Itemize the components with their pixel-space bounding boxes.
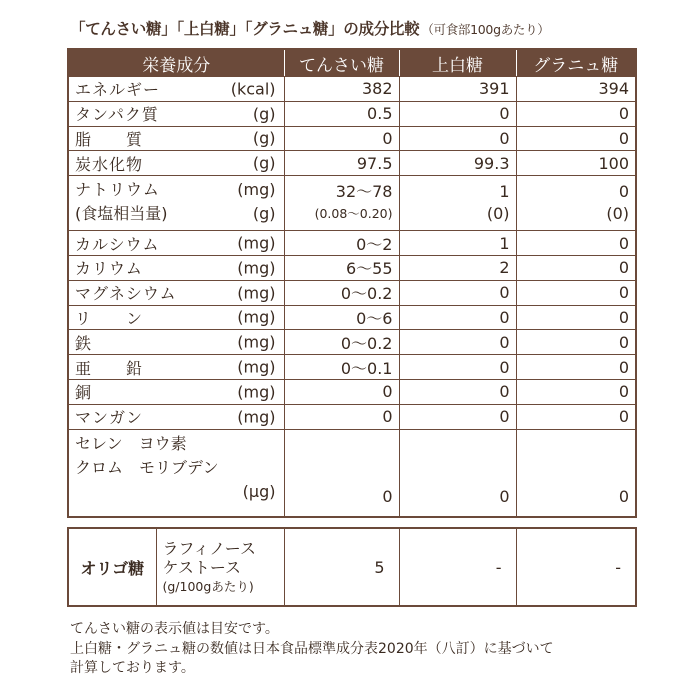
- oligo-name-1: ラフィノース: [162, 538, 256, 558]
- header-granulated: グラニュ糖: [516, 49, 636, 77]
- value-cell: 0: [516, 231, 636, 256]
- value-cell: [399, 176, 516, 231]
- nutrient-name: 炭水化物: [75, 154, 144, 174]
- value-cell: [284, 176, 399, 231]
- value-cell: 0〜2: [284, 231, 399, 256]
- nutrient-cell: [68, 231, 284, 256]
- nutrient-unit: (g): [252, 153, 276, 173]
- footnote-line: 上白糖・グラニュ糖の数値は日本食品標準成分表2020年（八訂）に基づいて: [70, 640, 554, 657]
- nutrient-cell: [68, 429, 284, 517]
- subtitle-text: （可食部100gあたり）: [421, 22, 550, 37]
- nutrient-name: エネルギー: [75, 80, 161, 100]
- value-cell: 6〜55: [284, 255, 399, 280]
- value-cell: 5: [284, 528, 399, 606]
- table-row: [68, 255, 636, 280]
- value-sub: (0): [606, 204, 629, 224]
- value-main: 32〜78: [335, 182, 393, 202]
- oligo-name-2: ケストース: [162, 557, 242, 577]
- value-cell: [516, 176, 636, 231]
- nutrient-name: 銅: [75, 383, 93, 403]
- nutrient-unit: (mg): [237, 233, 276, 253]
- oligo-name-cell: [156, 528, 284, 606]
- nutrient-cell: [68, 379, 284, 404]
- nutrient-unit: (mg): [237, 407, 276, 427]
- table-row: [68, 379, 636, 404]
- value-cell: 0: [399, 305, 516, 330]
- header-tensaito: てんさい糖: [284, 49, 399, 77]
- table-row: [68, 126, 636, 151]
- value-sub: (0): [486, 204, 510, 224]
- nutrient-name: 亜 鉛: [75, 358, 144, 378]
- value-cell: 0.5: [284, 101, 399, 126]
- value-cell: 0: [516, 404, 636, 429]
- value-cell: 0〜0.1: [284, 355, 399, 380]
- table-row: [68, 429, 636, 517]
- value-cell: 0: [516, 355, 636, 380]
- nutrient-name: カリウム: [75, 259, 143, 279]
- value-cell: 100: [516, 151, 636, 176]
- table-row: [68, 231, 636, 256]
- oligo-unit: (g/100gあたり): [162, 578, 254, 594]
- value-cell: 0: [399, 404, 516, 429]
- nutrient-cell: [68, 404, 284, 429]
- value-cell: 382: [284, 77, 399, 102]
- nutrient-unit: (mg): [237, 258, 276, 278]
- nutrient-subname: クロム モリブデン: [75, 457, 219, 477]
- value-cell: 0: [284, 126, 399, 151]
- footnotes: [70, 620, 690, 679]
- value-cell: 1: [399, 231, 516, 256]
- nutrient-name: マグネシウム: [75, 284, 177, 304]
- table-row: [68, 404, 636, 429]
- nutrient-cell: [68, 176, 284, 231]
- value-cell: 0: [516, 280, 636, 305]
- nutrient-cell: [68, 280, 284, 305]
- value-cell: -: [516, 528, 636, 606]
- nutrient-name: マンガン: [75, 408, 144, 428]
- nutrient-unit: (kcal): [230, 79, 276, 99]
- value-cell: 0〜0.2: [284, 330, 399, 355]
- oligosaccharide-table: [67, 527, 637, 607]
- table-title: [70, 17, 690, 39]
- value-cell: 0: [516, 330, 636, 355]
- table-row: [68, 151, 636, 176]
- table-row: [68, 77, 636, 102]
- nutrient-cell: [68, 305, 284, 330]
- value-cell: 0〜0.2: [284, 280, 399, 305]
- value-cell: 0: [284, 379, 399, 404]
- value-cell: 97.5: [284, 151, 399, 176]
- value-cell: 0〜6: [284, 305, 399, 330]
- value-cell: 394: [516, 77, 636, 102]
- nutrient-name: セレン ヨウ素: [75, 433, 187, 453]
- nutrient-name: 脂 質: [75, 129, 144, 149]
- nutrition-table: [67, 48, 637, 518]
- value-cell: 0: [284, 404, 399, 429]
- nutrient-unit: (g): [252, 128, 276, 148]
- value-cell: 99.3: [399, 151, 516, 176]
- nutrient-unit: (μg): [242, 481, 276, 501]
- nutrient-name: 鉄: [75, 333, 93, 353]
- nutrient-unit: (mg): [237, 307, 276, 327]
- value-cell: 0: [399, 429, 516, 517]
- nutrient-cell: [68, 77, 284, 102]
- table-row: [68, 305, 636, 330]
- nutrient-name: カルシウム: [75, 234, 160, 254]
- value-cell: 0: [516, 305, 636, 330]
- table-row: [68, 528, 636, 606]
- value-cell: -: [399, 528, 516, 606]
- value-cell: 0: [399, 355, 516, 380]
- nutrient-unit: (g): [252, 104, 276, 124]
- nutrient-cell: [68, 255, 284, 280]
- table-row: [68, 101, 636, 126]
- nutrient-unit: (mg): [237, 357, 276, 377]
- value-cell: 0: [516, 379, 636, 404]
- table-row: [68, 176, 636, 231]
- value-cell: 0: [516, 429, 636, 517]
- table-row: [68, 355, 636, 380]
- oligo-label: オリゴ糖: [68, 528, 156, 606]
- nutrient-unit: (mg): [237, 382, 276, 402]
- value-cell: 0: [516, 126, 636, 151]
- table-header-row: [68, 49, 636, 77]
- nutrient-cell: [68, 151, 284, 176]
- value-sub: (0.08〜0.20): [314, 206, 393, 222]
- table-row: [68, 280, 636, 305]
- value-cell: 0: [516, 255, 636, 280]
- nutrient-cell: [68, 126, 284, 151]
- value-cell: 0: [399, 126, 516, 151]
- value-cell: 0: [399, 330, 516, 355]
- nutrient-unit: (mg): [237, 332, 276, 352]
- footnote-line: てんさい糖の表示値は目安です。: [70, 621, 279, 637]
- value-cell: 0: [399, 101, 516, 126]
- nutrient-cell: [68, 355, 284, 380]
- value-cell: 0: [399, 379, 516, 404]
- table-row: [68, 330, 636, 355]
- value-main: 0: [618, 182, 629, 202]
- nutrient-name: リ ン: [75, 308, 144, 328]
- value-cell: 391: [399, 77, 516, 102]
- nutrient-unit: (mg): [237, 283, 276, 303]
- value-cell: 2: [399, 255, 516, 280]
- nutrient-name: ナトリウム: [75, 180, 160, 200]
- title-text: 「てんさい糖」「上白糖」「グラニュ糖」の成分比較: [70, 20, 420, 38]
- header-nutrient: 栄養成分: [68, 49, 284, 77]
- footnote-line: 計算しております。: [70, 660, 195, 676]
- nutrient-unit: (mg): [237, 180, 276, 200]
- nutrient-name: タンパク質: [75, 105, 159, 125]
- nutrient-subunit: (g): [252, 204, 276, 224]
- value-cell: 0: [284, 429, 399, 517]
- nutrient-subname: (食塩相当量): [75, 204, 168, 224]
- nutrient-cell: [68, 330, 284, 355]
- value-main: 1: [499, 182, 510, 202]
- header-johakuto: 上白糖: [399, 49, 516, 77]
- value-cell: 0: [516, 101, 636, 126]
- nutrient-cell: [68, 101, 284, 126]
- value-cell: 0: [399, 280, 516, 305]
